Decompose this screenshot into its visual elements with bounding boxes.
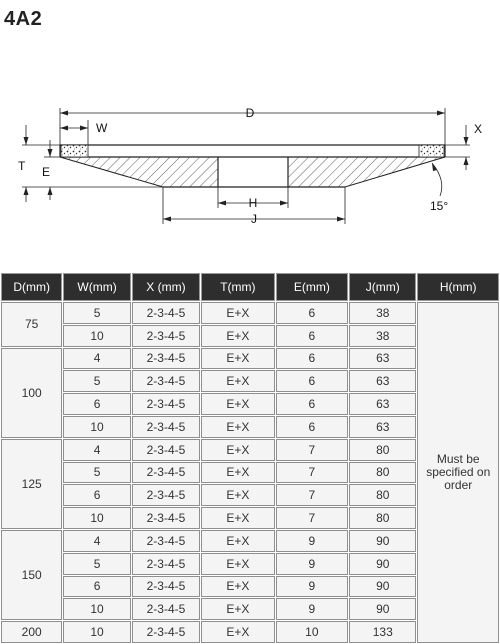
dimension-x [445, 122, 482, 170]
cell-j: 63 [349, 416, 416, 438]
cell-w: 6 [63, 484, 130, 506]
cell-t: E+X [201, 576, 274, 598]
cell-j: 80 [349, 484, 416, 506]
cell-x: 2-3-4-5 [132, 530, 200, 552]
cell-x: 2-3-4-5 [132, 325, 200, 347]
cell-x: 2-3-4-5 [132, 439, 200, 461]
cell-e: 10 [276, 621, 348, 643]
cell-e: 9 [276, 553, 348, 575]
page-title: 4A2 [4, 8, 43, 30]
cell-w: 4 [63, 348, 130, 370]
cell-x: 2-3-4-5 [132, 621, 200, 643]
wheel-cross-section-drawing [0, 0, 500, 250]
label-w: W [96, 121, 108, 135]
dimension-w [60, 120, 108, 145]
dimension-angle [430, 163, 448, 213]
cell-t: E+X [201, 416, 274, 438]
cell-w: 10 [63, 325, 130, 347]
cell-e: 7 [276, 484, 348, 506]
specification-table [0, 272, 500, 644]
cell-w: 10 [63, 621, 130, 643]
label-h: H [248, 196, 258, 210]
cell-e: 6 [276, 325, 348, 347]
cell-e: 6 [276, 348, 348, 370]
cell-e: 7 [276, 462, 348, 484]
cell-t: E+X [201, 325, 274, 347]
cell-w: 5 [63, 553, 130, 575]
header-h: H(mm) [417, 273, 499, 301]
cell-d: 125 [1, 439, 62, 529]
cell-d: 150 [1, 530, 62, 620]
cell-x: 2-3-4-5 [132, 507, 200, 529]
header-d: D(mm) [1, 273, 62, 301]
cell-t: E+X [201, 484, 274, 506]
cell-j: 133 [349, 621, 416, 643]
label-x: X [474, 122, 483, 136]
cell-e: 7 [276, 439, 348, 461]
header-x: X (mm) [132, 273, 200, 301]
cell-t: E+X [201, 553, 274, 575]
cell-j: 80 [349, 507, 416, 529]
cell-x: 2-3-4-5 [132, 370, 200, 392]
cell-e: 9 [276, 576, 348, 598]
cell-d: 100 [1, 348, 62, 438]
cell-t: E+X [201, 370, 274, 392]
cell-e: 6 [276, 302, 348, 324]
cell-w: 6 [63, 576, 130, 598]
dimension-e [42, 140, 60, 200]
cell-e: 6 [276, 416, 348, 438]
cell-j: 90 [349, 553, 416, 575]
table-header-row [1, 273, 499, 301]
cell-x: 2-3-4-5 [132, 576, 200, 598]
cell-x: 2-3-4-5 [132, 348, 200, 370]
cell-j: 80 [349, 462, 416, 484]
cell-e: 9 [276, 530, 348, 552]
cell-j: 63 [349, 393, 416, 415]
cell-j: 90 [349, 576, 416, 598]
cell-x: 2-3-4-5 [132, 598, 200, 620]
cell-x: 2-3-4-5 [132, 484, 200, 506]
cell-j: 90 [349, 530, 416, 552]
abrasive-segment-right [419, 145, 444, 157]
cell-x: 2-3-4-5 [132, 302, 200, 324]
label-j: J [251, 212, 257, 226]
cell-x: 2-3-4-5 [132, 393, 200, 415]
table-row [1, 302, 499, 324]
cell-t: E+X [201, 348, 274, 370]
cell-t: E+X [201, 302, 274, 324]
label-e: E [42, 165, 51, 179]
cell-w: 5 [63, 462, 130, 484]
cell-w: 4 [63, 439, 130, 461]
cell-w: 10 [63, 598, 130, 620]
cell-w: 6 [63, 393, 130, 415]
cell-w: 10 [63, 416, 130, 438]
abrasive-segment-left [61, 145, 88, 157]
cell-j: 90 [349, 598, 416, 620]
cell-e: 6 [276, 393, 348, 415]
cell-h-note: Must be specified on order [417, 302, 499, 643]
cell-j: 63 [349, 348, 416, 370]
dimension-h [218, 187, 288, 210]
cell-x: 2-3-4-5 [132, 462, 200, 484]
header-e: E(mm) [276, 273, 348, 301]
label-angle: 15° [430, 199, 449, 213]
cell-j: 38 [349, 325, 416, 347]
header-w: W(mm) [63, 273, 130, 301]
cell-t: E+X [201, 507, 274, 529]
cell-j: 80 [349, 439, 416, 461]
header-t: T(mm) [201, 273, 274, 301]
cell-e: 9 [276, 598, 348, 620]
cell-t: E+X [201, 621, 274, 643]
cell-e: 6 [276, 370, 348, 392]
cell-t: E+X [201, 439, 274, 461]
cell-t: E+X [201, 462, 274, 484]
cell-t: E+X [201, 393, 274, 415]
cell-t: E+X [201, 530, 274, 552]
cell-w: 10 [63, 507, 130, 529]
label-t: T [18, 159, 26, 173]
label-d: D [245, 106, 255, 120]
cell-t: E+X [201, 598, 274, 620]
cell-w: 5 [63, 370, 130, 392]
header-j: J(mm) [349, 273, 416, 301]
dimension-d [60, 106, 445, 145]
cell-j: 63 [349, 370, 416, 392]
cell-j: 38 [349, 302, 416, 324]
cell-e: 7 [276, 507, 348, 529]
cell-w: 5 [63, 302, 130, 324]
cell-d: 75 [1, 302, 62, 347]
cell-d: 200 [1, 621, 62, 643]
cell-w: 4 [63, 530, 130, 552]
cell-x: 2-3-4-5 [132, 553, 200, 575]
cell-x: 2-3-4-5 [132, 416, 200, 438]
wheel-body [60, 145, 445, 187]
